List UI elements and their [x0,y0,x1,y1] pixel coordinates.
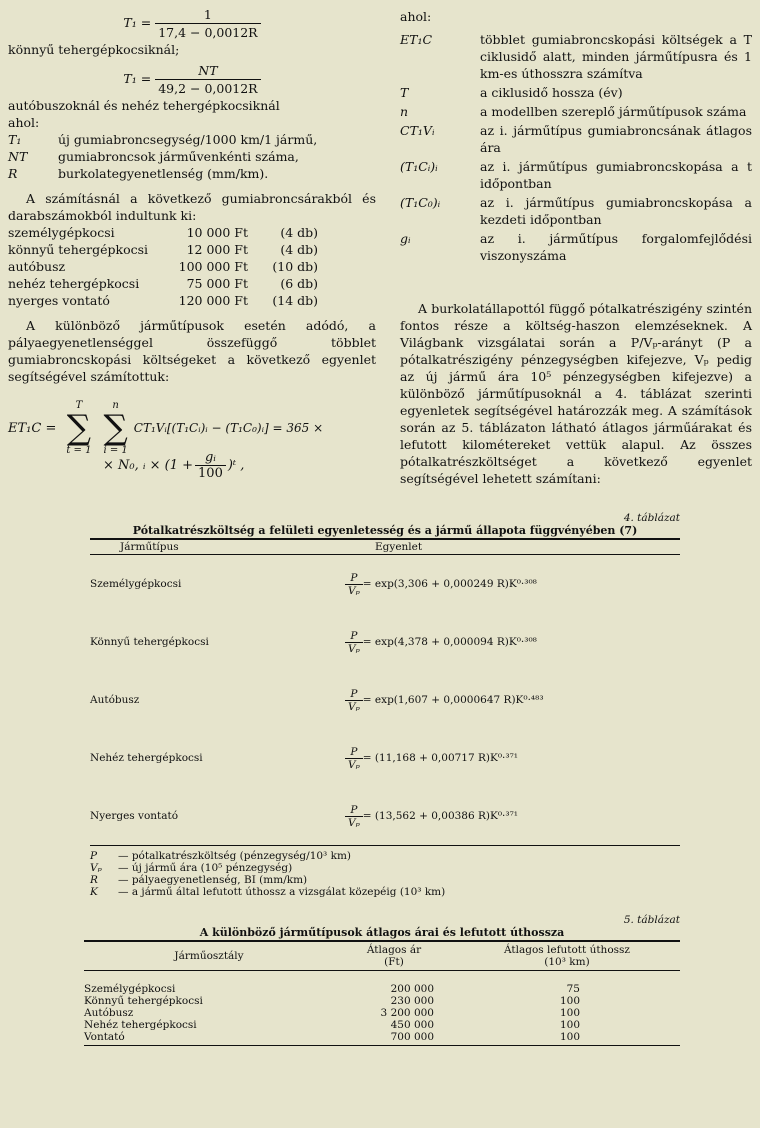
fraction-denominator: Vₚ [348,758,360,771]
average-distance: 100 [559,1019,580,1031]
fraction [155,6,260,41]
equation-body: CT₁Vᵢ[(T₁Cᵢ)ᵢ − (T₁C₀)ᵢ] = 365 × [133,421,324,435]
fraction [345,572,363,597]
legend-text: — a jármű által lefutott úthossz a vizsgálat közepéig (10³ km) [118,886,446,898]
text-line: autóbuszoknál és nehéz tehergépkocsiknál [8,98,280,113]
vehicle-class: Autóbusz [84,1007,134,1019]
average-distance: 100 [559,1031,580,1043]
column-header-line: (10³ km) [544,956,590,968]
price-item-count: (4 db) [280,225,318,240]
vehicle-type: Könnyű tehergépkocsi [90,636,209,648]
vehicle-type: Személygépkocsi [90,578,182,590]
vehicle-class: Vontató [84,1031,125,1043]
fraction [345,746,363,771]
price-item-count: (6 db) [280,276,318,291]
definition-text: a ciklusidő hossza (év) [480,85,623,100]
equation-cell [345,804,518,829]
fraction-numerator: NT [155,62,260,80]
fraction-numerator: P [345,804,363,817]
definition-text: a modellben szereplő járműtípusok száma [480,104,747,119]
formula-t1-heavy [8,62,376,97]
definition-text: az i. járműtípus gumiabroncsának átlagos ára [480,123,752,155]
equation-lhs: ET₁C = [8,420,57,436]
table-number: 5. táblázat [623,914,680,926]
legend-text: — pályaegyenetlenség, BI (mm/km) [118,874,308,886]
table-5 [84,914,680,1046]
definition-list [400,31,752,264]
legend-row [90,850,680,862]
sum-n [103,400,127,456]
average-distance: 100 [559,995,580,1007]
fraction-numerator: P [345,746,363,759]
fraction-denominator: Vₚ [348,700,360,713]
paragraph: A burkolatállapottól függő pótalkatrészigény szintén fontos része a költség-haszon elemzéseknek. A Világbank vizsgálatai során a P/Vₚ-arányt (P a pótalkatrészigény pénzegységben kifejezve, Vₚ pedig az új jármű ára 10⁵ pénzegységben kifejezve) a különböző járműtípusoknál a 4. táblázat szerinti egyenletek segítségével határozzák meg. A számítások során az 5. táblázaton látható átlagos járműárakat és lefutott kilométereket vettük alapul. Az összes pótalkatrészköltséget a következő egyenlet segítségével lehetett számítani: [400,301,752,486]
legend-text: — új jármű ára (10⁵ pénzegység) [118,862,293,874]
definition-text: az i. járműtípus gumiabroncskopása a t időpontban [480,159,752,191]
definition-text: új gumiabroncsegység/1000 km/1 jármű, [58,132,318,147]
table-body [84,971,680,1046]
definition-row [8,165,376,182]
price-item-price: 120 000 Ft [178,293,248,308]
vehicle-type: Nyerges vontató [90,810,179,822]
table-row [90,555,680,613]
equation-rhs: = exp(3,306 + 0,000249 R)K⁰·³⁰⁸ [362,578,537,590]
sum-t [66,400,91,456]
definition-symbol: gᵢ [400,231,411,246]
price-item-name: nyerges vontató [8,293,110,308]
definition-symbol: T₁ [8,132,22,147]
legend-symbol: P [90,850,98,862]
fraction-denominator: 100 [198,466,223,481]
formula-t1-light [8,6,376,41]
equation-line2-end: )ᵗ , [227,458,245,473]
average-price: 3 200 000 [380,1007,434,1019]
definition-row [400,31,752,82]
table-title: Pótalkatrészköltség a felületi egyenletesség és a jármű állapota függvényében (7) [90,524,680,540]
fraction-denominator: 49,2 − 0,0012R [158,81,258,96]
legend-text: — pótalkatrészköltség (pénzegység/10³ km) [118,850,352,862]
average-price: 450 000 [390,1019,434,1031]
fraction [345,804,363,829]
equation-rhs: = (11,168 + 0,00717 R)K⁰·³⁷¹ [362,752,519,764]
column-header: Egyenlet [375,541,423,553]
definition-row [8,131,376,148]
definition-row [8,148,376,165]
price-item-name: autóbusz [8,259,66,274]
table-row [90,613,680,671]
definition-symbol: NT [8,149,28,164]
definition-row [400,194,752,228]
price-item-price: 10 000 Ft [186,225,248,240]
definition-symbol: CT₁Vᵢ [400,123,435,138]
definition-row [400,84,752,101]
definition-row [400,230,752,264]
legend-symbol: R [90,874,98,886]
definition-list [8,131,376,182]
fraction-denominator: Vₚ [348,584,360,597]
definition-symbol: ET₁C [400,32,433,47]
sum-upper: n [112,400,119,411]
vehicle-class: Személygépkocsi [84,983,176,995]
average-price: 200 000 [390,983,434,995]
column-header: Járműtípus [120,541,179,553]
table-number: 4. táblázat [623,512,680,524]
average-price: 230 000 [390,995,434,1007]
table-legend [90,850,680,898]
column-header-line: Átlagos ár [366,944,422,956]
fraction-denominator: Vₚ [348,816,360,829]
fraction-denominator: 17,4 − 0,0012R [158,25,258,40]
vehicle-type: Autóbusz [90,694,140,706]
column-header [454,944,680,968]
left-column [8,0,376,385]
vehicle-class: Nehéz tehergépkocsi [84,1019,197,1031]
fraction-numerator: P [345,630,363,643]
definition-symbol: T [400,85,409,100]
price-item-price: 12 000 Ft [186,242,248,257]
equation-cell [345,630,537,655]
legend-symbol: Vₚ [90,862,102,874]
column-header: Járműosztály [174,950,244,962]
column-header-line: (Ft) [384,956,404,968]
table-body [90,555,680,846]
definition-row [400,103,752,120]
average-distance: 100 [559,1007,580,1019]
fraction-numerator: gᵢ [195,450,226,466]
legend-row [90,886,680,898]
definition-symbol: (T₁C₀)ᵢ [400,195,441,210]
legend-row [90,874,680,886]
price-item-count: (10 db) [272,259,318,274]
definition-text: az i. járműtípus forgalomfejlődési viszonyszáma [480,231,752,263]
table-title: A különböző járműtípusok átlagos árai és lefutott úthossza [84,926,680,942]
definition-symbol: n [400,104,409,119]
price-item-name: könnyű tehergépkocsi [8,242,149,257]
text-line: könnyű tehergépkocsiknál; [8,42,180,57]
fraction [155,62,260,97]
text-line: ahol: [400,9,432,24]
sigma-icon: ∑ [103,408,128,448]
equation-rhs: = (13,562 + 0,00386 R)K⁰·³⁷¹ [362,810,519,822]
text-line: ahol: [8,115,40,130]
column-header [334,944,454,968]
fraction-numerator: P [345,572,363,585]
equation-rhs: = exp(1,607 + 0,0000647 R)K⁰·⁴⁸³ [362,694,544,706]
table-4 [90,512,680,898]
fraction-denominator: Vₚ [348,642,360,655]
table-header [84,942,680,971]
definition-text: gumiabroncsok járművenkénti száma, [58,149,299,164]
definition-text: többlet gumiabroncskopási költségek a T ciklusidő alatt, minden járműtípusra és 1 km-es úthosszra számítva [480,32,752,81]
price-item-price: 75 000 Ft [186,276,248,291]
sum-lower: i = 1 [103,445,128,456]
table-row [90,787,680,845]
sigma-icon: ∑ [66,408,92,448]
price-item-count: (4 db) [280,242,318,257]
sum-lower: t = 1 [66,445,92,456]
definition-text: burkolategyenetlenség (mm/km). [58,166,269,181]
fraction [345,688,363,713]
price-item-name: nehéz tehergépkocsi [8,276,140,291]
price-item-name: személygépkocsi [8,225,115,240]
price-list [8,224,376,309]
definition-row [400,158,752,192]
equation-cell [345,746,518,771]
definition-symbol: R [8,166,18,181]
legend-row [90,862,680,874]
right-column [400,0,752,487]
legend-symbol: K [90,886,98,898]
paragraph: A számításnál a következő gumiabroncsárakból és darabszámokból indultunk ki: [8,191,376,223]
vehicle-class: Könnyű tehergépkocsi [84,995,203,1007]
definition-row [400,122,752,156]
equation-et1c [8,400,378,500]
formula-lhs: T₁ = [123,15,152,30]
fraction [345,630,363,655]
equation-line2: × N₀, ᵢ × (1 + [103,458,194,473]
average-price: 700 000 [390,1031,434,1043]
paragraph: A különböző járműtípusok esetén adódó, a pályaegyenetlenséggel összefüggő többlet gumiabroncskopási költségeket a következő egyenlet segítségével számítottuk: [8,318,376,384]
definition-symbol: (T₁Cᵢ)ᵢ [400,159,438,174]
table-header [90,540,680,555]
vehicle-type: Nehéz tehergépkocsi [90,752,203,764]
equation-cell [345,688,544,713]
price-item-price: 100 000 Ft [178,259,248,274]
equation-rhs: = exp(4,378 + 0,000094 R)K⁰·³⁰⁸ [362,636,537,648]
fraction-numerator: P [345,688,363,701]
table-row [90,671,680,729]
equation-cell [345,572,537,597]
column-header-line: Átlagos lefutott úthossz [504,944,630,956]
fraction [195,450,226,481]
definition-text: az i. járműtípus gumiabroncskopása a kezdeti időpontban [480,195,752,227]
price-item-count: (14 db) [272,293,318,308]
sum-upper: T [75,400,83,411]
average-distance: 75 [566,983,580,995]
formula-lhs: T₁ = [123,71,152,86]
fraction-numerator: 1 [155,6,260,24]
table-row [90,729,680,787]
